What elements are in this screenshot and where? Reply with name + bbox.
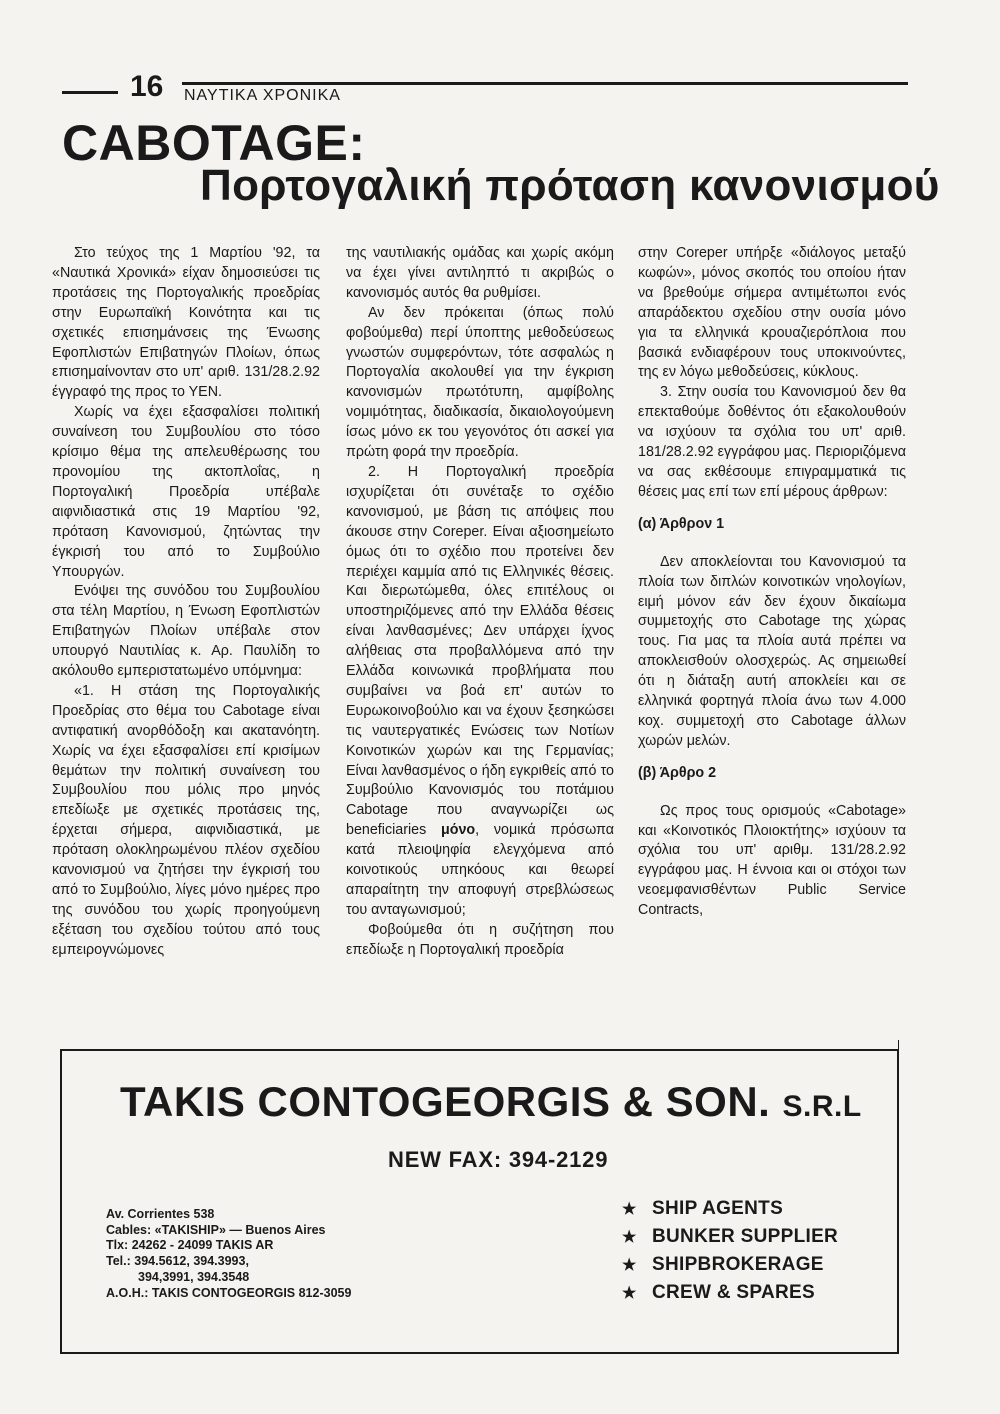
ad-address-line: Tlx: 24262 - 24099 TAKIS AR bbox=[106, 1238, 274, 1253]
article-column-3 bbox=[638, 244, 906, 921]
article-column-1 bbox=[52, 244, 320, 961]
advertisement-box bbox=[60, 1049, 899, 1354]
paragraph: Ενόψει της συνόδου του Συμβουλίου στα τέλη Μαρτίου, η Ένωση Εφοπλιστών Επιβατηγών Πλοίων υπέβαλε στον υπουργό Ναυτιλίας κ. Αρ. Παυλίδη το ακόλουθο εμπεριστατωμένο υπόμνημα: bbox=[52, 583, 320, 680]
page-number: 16 bbox=[130, 70, 164, 103]
ad-address-line: Tel.: 394.5612, 394.3993, bbox=[106, 1254, 249, 1269]
ad-service-item: ★ SHIP AGENTS bbox=[622, 1195, 838, 1223]
ad-fax-number: NEW FAX: 394-2129 bbox=[388, 1147, 609, 1172]
ad-address-line: 394,3991, 394.3548 bbox=[138, 1269, 250, 1284]
paragraph: Χωρίς να έχει εξασφαλίσει πολιτική συναίνεση του Συμβουλίου στο τόσο κρίσιμο θέμα της απελευθέρωσης του προνομίου της ακτοπλοΐας, η Πορτογαλική Προεδρία υπέβαλε αιφνιδιαστικά στις 19 Μαρτίου '92, πρόταση Κανονισμού, ζητώντας την έγκρισή του από το Συμβούλιο Υπουργών. bbox=[52, 404, 320, 580]
paragraph: Φοβούμεθα ότι η συζήτηση που επεδίωξε η Πορτογαλική προεδρία bbox=[346, 921, 614, 958]
paragraph: στην Coreper υπήρξε «διάλογος μεταξύ κωφών», μόνος σκοπός του οποίου ήταν να βρεθούμε σήμερα αντιμέτωποι ενός απαράδεκτου σχεδίου στην ουσία μόνο για τα ελληνικά κρουαζιερόπλοια που βασικά ενδιαφέρουν τους υποκινούντες, της εν λόγω μεθοδεύσεις, κύκλους. bbox=[638, 245, 906, 381]
ad-services-list bbox=[622, 1195, 838, 1307]
ad-company-suffix: S.R.L bbox=[782, 1090, 862, 1123]
emphasis-text: μόνο bbox=[441, 822, 476, 839]
star-icon: ★ bbox=[622, 1257, 637, 1274]
star-icon: ★ bbox=[622, 1285, 637, 1302]
paragraph-text: 2. Η Πορτογαλική προεδρία ισχυρίζεται ότι συνέταξε το σχέδιο κανονισμού, με βάση τις απόψεις που άκουσε στην Coreper. Είναι αξιοσημείωτο όμως ότι το σχέδιο που προτείνει δεν περιέχει καμμία από τις Ελληνικές θέσεις. Και διερωτώμεθα, όλες επιτέλους οι υποστηριζόμενες από την Ελλάδα θέσεις είναι λανθασμένες; Δεν υπάρχει ίχνος αλήθειας στα προβαλλόμενα από την Ελλάδα κοινωνικά προβλήματα που συμβαίνει να βοά επ' αυτών το Ευρωκοινοβούλιο και να έχουν ξεσηκώσει τις ναυτεργατικές Ενώσεις των Νοτίων Κοινοτικών χωρών και της Γερμανίας; Είναι λανθασμένος ο ήδη εγκριθείς από το Συμβούλιο Κανονισμός του ποτάμιου Cabotage που αναγνωρίζει ως beneficiaries bbox=[346, 463, 614, 839]
paragraph: Στο τεύχος της 1 Μαρτίου '92, τα «Ναυτικά Χρονικά» είχαν δημοσιεύσει τις προτάσεις της Πορτογαλικής προεδρίας στην Ευρωπαϊκή Κοινότητα και τις σχετικές επισημάνσεις της Ένωσης Εφοπλιστών Επιβατηγών Πλοίων, όπως επισημαίνονταν στο υπ' αριθ. 131/28.2.92 έγγραφό της προς το ΥΕΝ. bbox=[52, 245, 320, 401]
paragraph: Αν δεν πρόκειται (όπως πολύ φοβούμεθα) περί ύποπτης μεθοδεύσεως γνωστών συμφερόντων, τότε ασφαλώς η Πορτογαλία ακολουθεί για την έγκριση κανονισμών πρωτότυπη, αμφίβολης νομιμότητας, διαδικασία, δικαιολογούμενη ίσως μόνο εκ του γεγονότος ότι ασκεί για πρώτη φορά την προεδρία. bbox=[346, 304, 614, 461]
article-subtitle: Πορτογαλική πρόταση κανονισμού bbox=[200, 161, 940, 210]
header-rule-left bbox=[62, 91, 118, 94]
ad-address-line: A.O.H.: TAKIS CONTOGEORGIS 812-3059 bbox=[106, 1285, 352, 1300]
ad-address-line: Cables: «TAKISHIP» — Buenos Aires bbox=[106, 1222, 326, 1237]
ad-address-line: Av. Corrientes 538 bbox=[106, 1207, 215, 1221]
ad-service-item: ★ CREW & SPARES bbox=[622, 1279, 838, 1307]
paragraph: της ναυτιλιακής ομάδας και χωρίς ακόμη να έχει γίνει αντιληπτό τι ακριβώς ο κανονισμός αυτός θα ρυθμίσει. bbox=[346, 245, 614, 301]
paragraph: 3. Στην ουσία του Κανονισμού δεν θα επεκταθούμε δοθέντος ότι εξακολουθούν να ισχύουν τα σχόλια του υπ' αριθ. 181/28.2.92 εγγράφου μας. Περιοριζόμενα να σας εκθέσουμε επιγραμματικά τις θέσεις μας επί των επί μέρους άρθρων: bbox=[638, 384, 906, 500]
article-column-2 bbox=[346, 244, 614, 961]
article-title: CABOTAGE: bbox=[62, 115, 366, 171]
paragraph: Δεν αποκλείονται του Κανονισμού τα πλοία των διπλών κοινοτικών νηολογίων, ειμή μόνον εάν δεν έχουν δικαίωμα συμμετοχής στο Cabotage της χώρας τους. Για μας τα πλοία αυτά πρέπει να αποκλεισθούν ολοσχερώς. Ας σημειωθεί ότι η διάταξη αυτή αποκλείει και σε ελληνικά φορτηγά πλοία άνω των 4.000 κοχ. συμμετοχή στο Cabotage άλλων χωρών μελών. bbox=[638, 553, 906, 749]
paragraph bbox=[346, 463, 614, 921]
section-heading-article-2: (β) Άρθρο 2 bbox=[638, 764, 717, 781]
ad-company-name bbox=[120, 1078, 862, 1125]
header-rule-right bbox=[182, 82, 908, 85]
ad-service-item: ★ BUNKER SUPPLIER bbox=[622, 1223, 838, 1251]
section-heading-article-1: (α) Άρθρον 1 bbox=[638, 515, 725, 532]
paragraph-text: , νομικά πρόσωπα κατά πλειοψηφία ελεγχόμενα από κοινοτικούς υπηκόους και θεωρεί απαραίτητη την αποφυγή στρεβλώσεως του ανταγωνισμού; bbox=[346, 822, 614, 918]
star-icon: ★ bbox=[622, 1201, 637, 1218]
ad-company: TAKIS CONTOGEORGIS & SON. bbox=[120, 1078, 771, 1125]
ad-service-item: ★ SHIPBROKERAGE bbox=[622, 1251, 838, 1279]
star-icon: ★ bbox=[622, 1229, 637, 1246]
paragraph: Ως προς τους ορισμούς «Cabotage» και «Κοινοτικός Πλοιοκτήτης» ισχύουν τα σχόλια του υπ' αριθμ. 131/28.2.92 εγγράφου μας. Η έννοια και οι στόχοι των νεοεμφανισθέντων Public Service Contracts, bbox=[638, 802, 906, 919]
paragraph: «1. Η στάση της Πορτογαλικής Προεδρίας στο θέμα του Cabotage είναι αντιφατική ανορθόδοξη και ακατανόητη. Χωρίς να έχει εξασφαλίσει επί κρισίμων θεμάτων την πολιτική συναίνεση του Συμβουλίου που μόλις προ μηνός επεδίωξε με σχετικές προτάσεις της, έρχεται σήμερα, αιφνιδιαστικά, με πρόταση ολοκληρωμένου πλέον σχεδίου κανονισμού να ζητήσει την έγκρισή του από το Συμβούλιο, λίγες μόνο ημέρες προ της συνόδου του χωρίς προηγούμενη εξέταση του σχεδίου τούτου από τους εμπειρογνώμονες bbox=[52, 682, 320, 958]
ad-address-block bbox=[106, 1207, 351, 1301]
magazine-name: ΝΑΥΤΙΚΑ ΧΡΟΝΙΚΑ bbox=[184, 87, 341, 104]
